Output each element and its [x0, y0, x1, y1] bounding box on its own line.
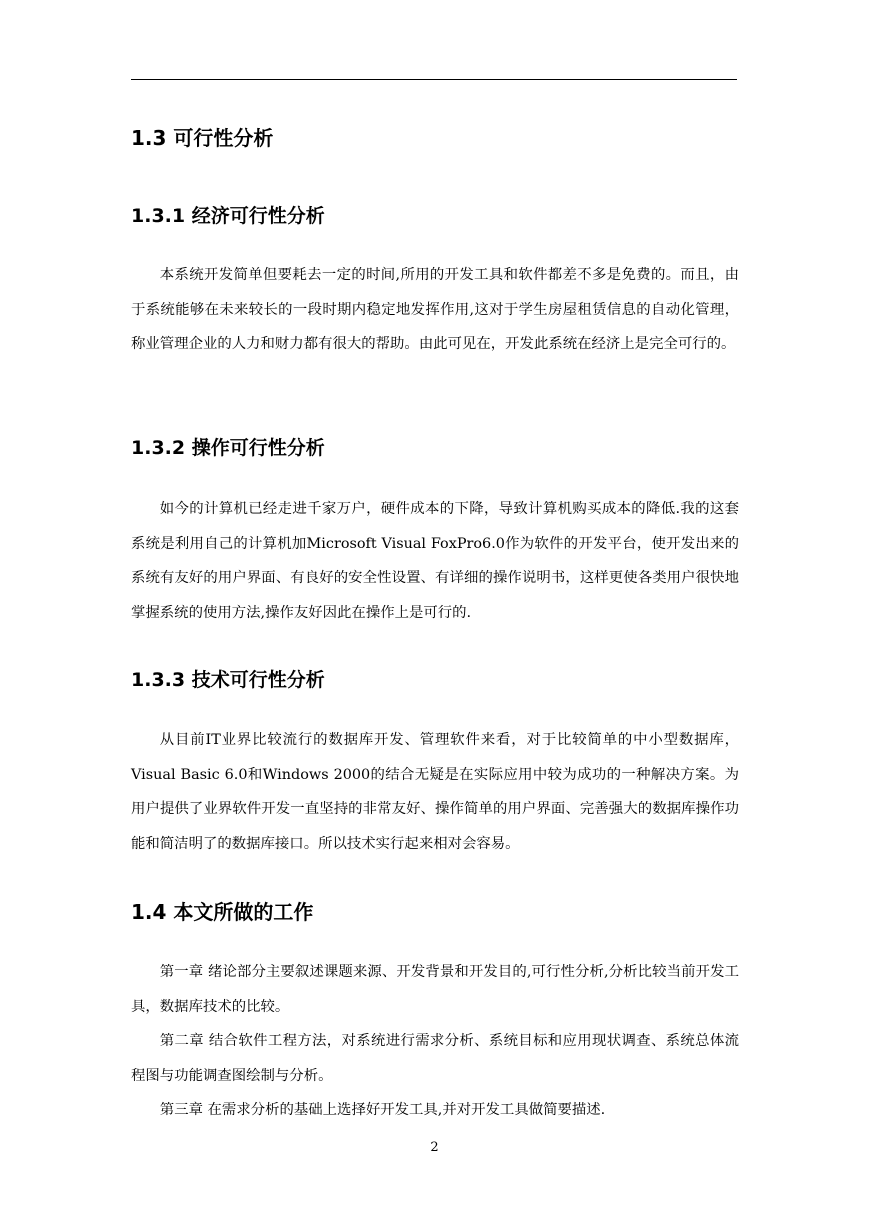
page-number: 2 [430, 1140, 439, 1155]
paragraph-technical-feasibility: 从目前IT业界比较流行的数据库开发、管理软件来看，对于比较简单的中小型数据库，Visual Basic 6.0和Windows 2000的结合无疑是在实际应用中较为成功的一种解决方案。为用户提供了业界软件开发一直坚持的非常友好、操作简单的用户界面、完善强大的数据库操作功能和简洁明了的数据库接口。所以技术实行起来相对会容易。 [131, 732, 739, 852]
section-heading-1-4: 1.4 本文所做的工作 [131, 900, 314, 924]
section-heading-1-3-3: 1.3.3 技术可行性分析 [131, 669, 325, 691]
paragraph-chapter-2: 第二章 结合软件工程方法，对系统进行需求分析、系统目标和应用现状调查、系统总体流程图与功能调查图绘制与分析。 [131, 1033, 739, 1084]
paragraph-chapter-1: 第一章 绪论部分主要叙述课题来源、开发背景和开发目的,可行性分析,分析比较当前开发工具，数据库技术的比较。 [131, 964, 739, 1015]
section-heading-1-3-1: 1.3.1 经济可行性分析 [131, 205, 325, 227]
paragraph-economic-feasibility: 本系统开发简单但要耗去一定的时间,所用的开发工具和软件都差不多是免费的。而且，由于系统能够在未来较长的一段时期内稳定地发挥作用,这对于学生房屋租赁信息的自动化管理，称业管理企业的人力和财力都有很大的帮助。由此可见在，开发此系统在经济上是完全可行的。 [131, 267, 739, 352]
paragraph-chapter-3: 第三章 在需求分析的基础上选择好开发工具,并对开发工具做简要描述. [159, 1102, 606, 1118]
paragraph-operational-feasibility: 如今的计算机已经走进千家万户，硬件成本的下降，导致计算机购买成本的降低.我的这套系统是利用自己的计算机加Microsoft Visual FoxPro6.0作为软件的开发平台，使开发出来的系统有友好的用户界面、有良好的安全性设置、有详细的操作说明书，这样更使各类用户很快地掌握系统的使用方法,操作友好因此在操作上是可行的. [131, 501, 739, 621]
section-heading-1-3: 1.3 可行性分析 [131, 126, 274, 150]
section-heading-1-3-2: 1.3.2 操作可行性分析 [131, 437, 325, 459]
header-rule [131, 79, 737, 80]
